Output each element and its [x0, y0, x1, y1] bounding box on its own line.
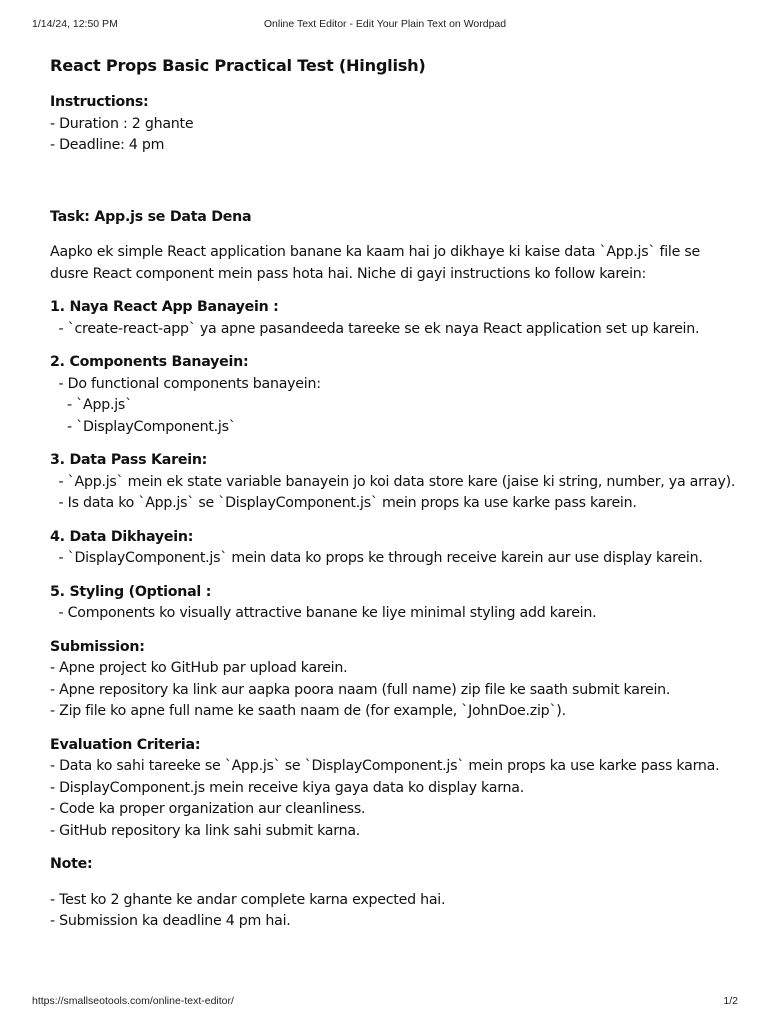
- step-line: - `App.js` mein ek state variable banayein jo koi data store kare (jaise ki string, number, ya array).: [50, 473, 736, 490]
- step-line: - Components ko visually attractive banane ke liye minimal styling add karein.: [50, 605, 597, 621]
- step-line: - `create-react-app` ya apne pasandeeda tareeke se ek naya React application set up karein.: [50, 320, 700, 337]
- instruction-line: - Duration : 2 ghante: [50, 115, 194, 132]
- print-page-number: 1/2: [723, 995, 738, 1007]
- step-heading: 1. Naya React App Banayein :: [50, 299, 279, 315]
- note-line: - Test ko 2 ghante ke andar complete karna expected hai.: [50, 891, 446, 908]
- submission-line: - Apne repository ka link aur aapka poora naam (full name) zip file ke saath submit karein.: [50, 681, 671, 698]
- print-page-title: Online Text Editor - Edit Your Plain Text on Wordpad: [263, 18, 507, 30]
- evaluation-line: - Data ko sahi tareeke se `App.js` se `DisplayComponent.js` mein props ka use karke pass karna.: [50, 758, 720, 774]
- submission-line: - Zip file ko apne full name ke saath naam de (for example, `JohnDoe.zip`).: [50, 703, 566, 719]
- submission-heading: Submission:: [50, 638, 145, 655]
- task-heading: Task: App.js se Data Dena: [50, 208, 252, 225]
- task-intro: Aapko ek simple React application banane ka kaam hai jo dikhaye ki kaise data `App.js` file se dusre React component mein pass hota hai. Niche di gayi instructions ko follow karein:: [50, 244, 700, 282]
- step-heading: 5. Styling (Optional :: [50, 583, 212, 600]
- step-line: - `App.js`: [50, 397, 132, 413]
- document-body: [50, 54, 736, 933]
- instructions-heading: Instructions:: [50, 94, 149, 110]
- evaluation-line: - GitHub repository ka link sahi submit karna.: [50, 822, 361, 839]
- step-line: - Is data ko `App.js` se `DisplayComponent.js` mein props ka use karke pass karein.: [50, 495, 637, 511]
- instruction-line: - Deadline: 4 pm: [50, 137, 165, 153]
- print-footer: [32, 995, 738, 1009]
- step-heading: 3. Data Pass Karein:: [50, 452, 208, 468]
- step-line: - `DisplayComponent.js` mein data ko props ke through receive karein aur use display karein.: [50, 550, 703, 566]
- submission-line: - Apne project ko GitHub par upload karein.: [50, 660, 348, 676]
- step-line: - Do functional components banayein:: [50, 375, 321, 392]
- step-heading: 2. Components Banayein:: [50, 354, 249, 370]
- document-title: React Props Basic Practical Test (Hinglish): [50, 56, 426, 75]
- print-datetime: 1/14/24, 12:50 PM: [32, 18, 118, 30]
- step-line: - `DisplayComponent.js`: [50, 418, 236, 435]
- note-heading: Note:: [50, 856, 93, 872]
- evaluation-line: - Code ka proper organization aur cleanliness.: [50, 801, 366, 817]
- evaluation-heading: Evaluation Criteria:: [50, 736, 201, 753]
- step-heading: 4. Data Dikhayein:: [50, 528, 194, 545]
- print-header: [32, 18, 738, 32]
- note-line: - Submission ka deadline 4 pm hai.: [50, 913, 291, 929]
- print-url: https://smallseotools.com/online-text-editor/: [32, 995, 234, 1007]
- evaluation-line: - DisplayComponent.js mein receive kiya gaya data ko display karna.: [50, 779, 524, 796]
